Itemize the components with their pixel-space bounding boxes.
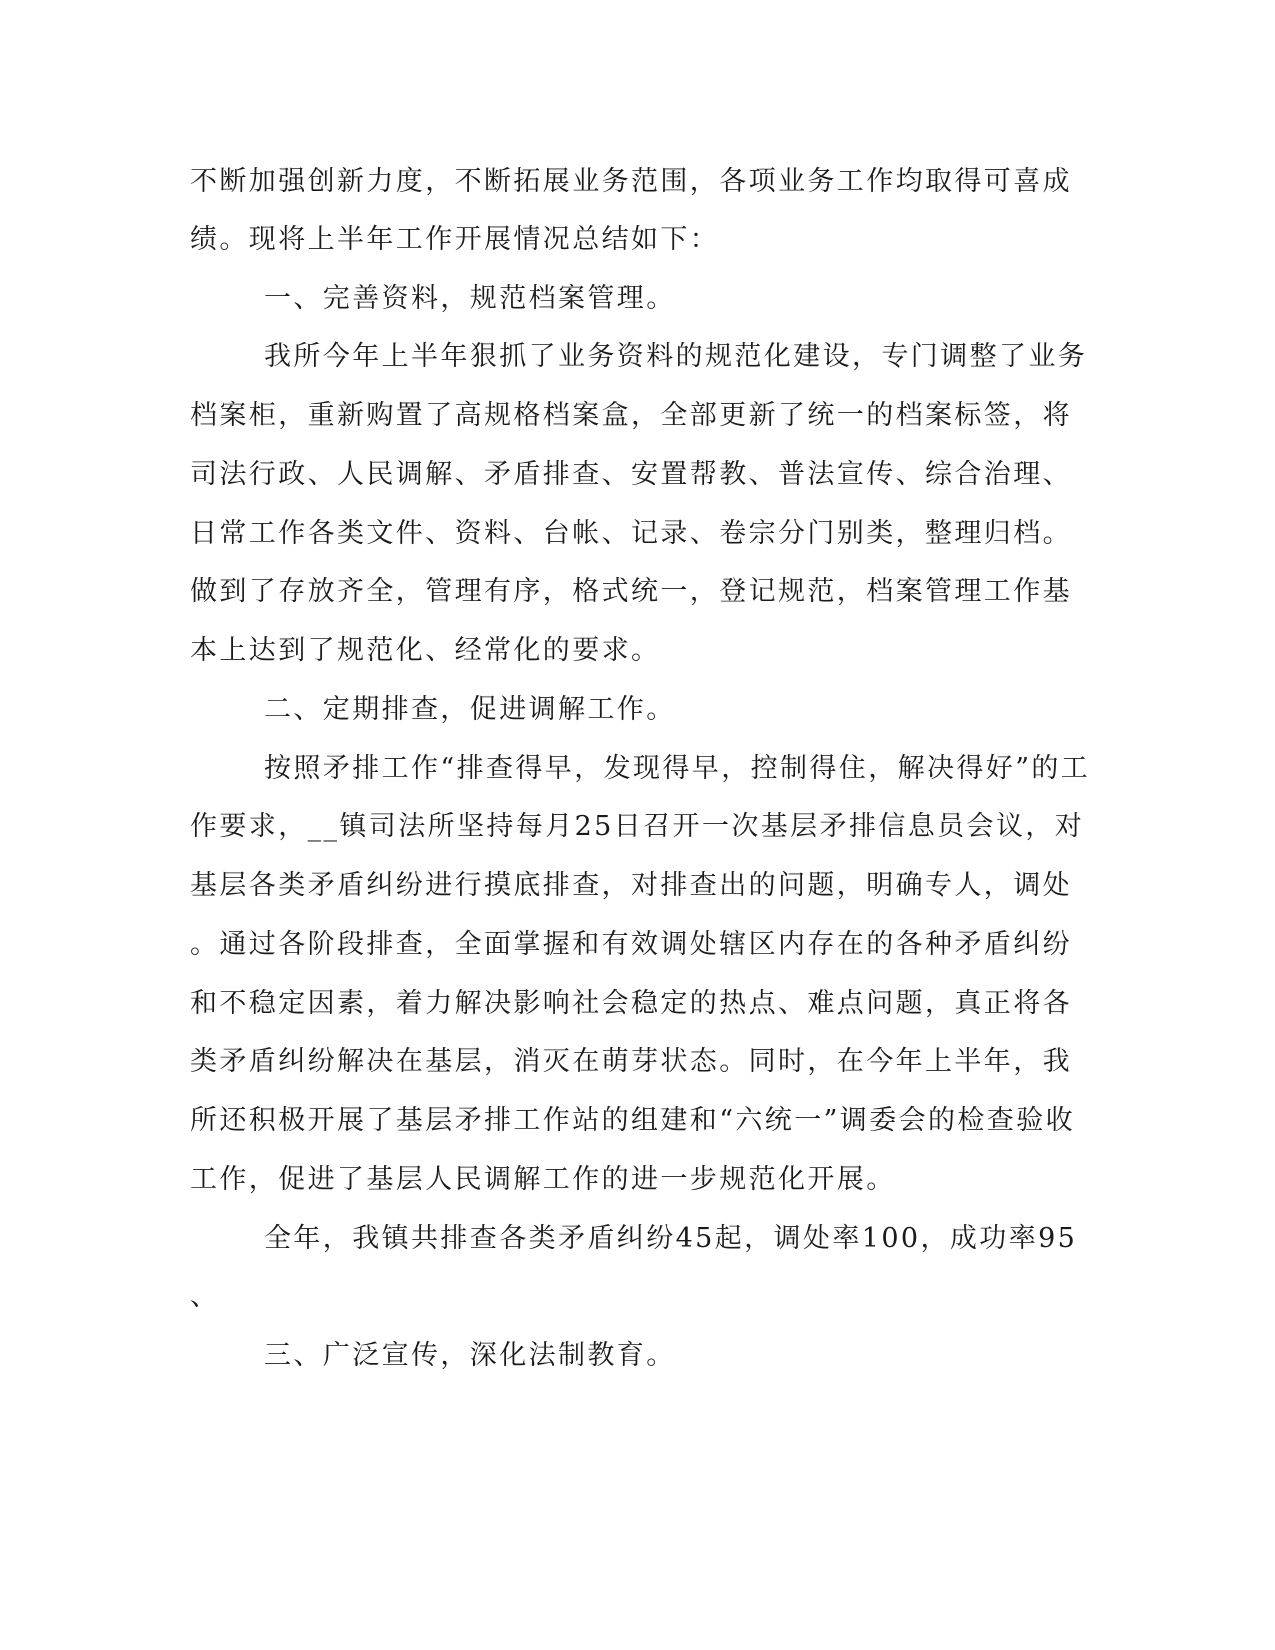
paragraph-line: 全年，我镇共排查各类矛盾纠纷45起，调处率100，成功率95 — [264, 1223, 1078, 1254]
paragraph-line: 本上达到了规范化、经常化的要求。 — [190, 635, 661, 666]
section-heading-3: 三、广泛宣传，深化法制教育。 — [264, 1340, 676, 1371]
section-heading-1: 一、完善资料，规范档案管理。 — [264, 283, 676, 314]
paragraph-line: 日常工作各类文件、资料、台帐、记录、卷宗分门别类，整理归档。 — [190, 518, 1072, 549]
paragraph-line: 。通过各阶段排查，全面掌握和有效调处辖区内存在的各种矛盾纠纷 — [190, 929, 1072, 960]
paragraph-line: 不断加强创新力度，不断拓展业务范围，各项业务工作均取得可喜成 — [190, 166, 1072, 197]
paragraph-line: 绩。现将上半年工作开展情况总结如下： — [190, 224, 720, 255]
paragraph-line: 作要求，__镇司法所坚持每月25日召开一次基层矛排信息员会议，对 — [190, 811, 1085, 842]
paragraph-line: 按照矛排工作“排查得早，发现得早，控制得住，解决得好”的工 — [264, 753, 1091, 784]
paragraph-line: 司法行政、人民调解、矛盾排查、安置帮教、普法宣传、综合治理、 — [190, 459, 1072, 490]
section-heading-2: 二、定期排查，促进调解工作。 — [264, 694, 676, 725]
paragraph-line: 和不稳定因素，着力解决影响社会稳定的热点、难点问题，真正将各 — [190, 988, 1072, 1019]
paragraph-line: 档案柜，重新购置了高规格档案盒，全部更新了统一的档案标签，将 — [190, 400, 1072, 431]
paragraph-line: 所还积极开展了基层矛排工作站的组建和“六统一”调委会的检查验收 — [190, 1105, 1076, 1136]
paragraph-line: 做到了存放齐全，管理有序，格式统一，登记规范，档案管理工作基 — [190, 576, 1072, 607]
paragraph-line: 类矛盾纠纷解决在基层，消灭在萌芽状态。同时，在今年上半年，我 — [190, 1046, 1072, 1077]
paragraph-line: 、 — [190, 1281, 220, 1312]
paragraph-line: 我所今年上半年狠抓了业务资料的规范化建设，专门调整了业务 — [264, 341, 1088, 372]
paragraph-line: 基层各类矛盾纠纷进行摸底排查，对排查出的问题，明确专人，调处 — [190, 870, 1072, 901]
paragraph-line: 工作，促进了基层人民调解工作的进一步规范化开展。 — [190, 1164, 896, 1195]
